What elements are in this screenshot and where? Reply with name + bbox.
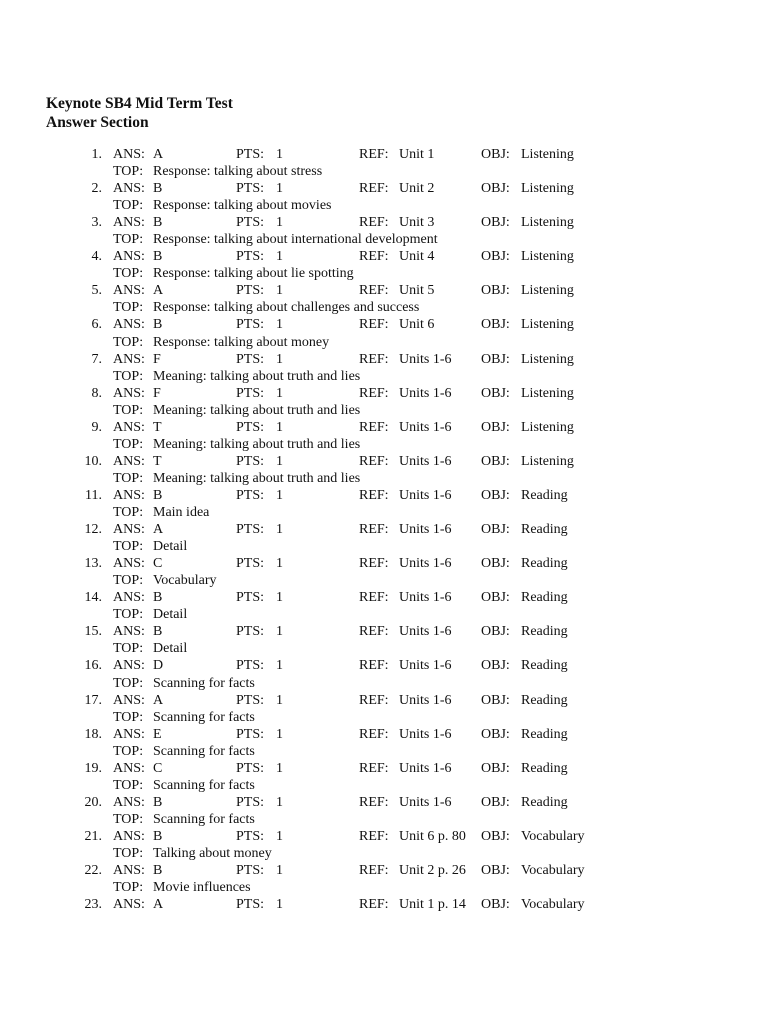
top-label: TOP:: [113, 607, 144, 623]
obj-label: OBJ:: [481, 828, 510, 844]
obj-value: Reading: [521, 794, 568, 810]
answer-number: 3.: [91, 215, 102, 231]
ref-value: Units 1-6: [399, 453, 452, 469]
obj-label: OBJ:: [481, 317, 510, 333]
answer-row: [0, 487, 768, 504]
top-label: TOP:: [113, 164, 144, 180]
top-value: Main idea: [153, 505, 210, 521]
ref-value: Units 1-6: [399, 624, 452, 640]
pts-label: PTS:: [236, 522, 265, 538]
ans-value: F: [153, 385, 161, 401]
obj-value: Vocabulary: [521, 828, 585, 844]
ans-value: T: [153, 453, 162, 469]
pts-value: 1: [276, 317, 283, 333]
answer-number: 17.: [84, 692, 102, 708]
pts-label: PTS:: [236, 897, 265, 913]
ref-label: REF:: [359, 147, 389, 162]
obj-label: OBJ:: [481, 215, 510, 231]
ref-label: REF:: [359, 317, 389, 333]
top-value: Scanning for facts: [153, 675, 255, 691]
ref-value: Unit 1 p. 14: [399, 897, 466, 913]
answer-row: [0, 146, 768, 163]
obj-label: OBJ:: [481, 590, 510, 606]
top-value: Detail: [153, 607, 188, 623]
ans-label: ANS:: [113, 351, 145, 367]
topic-row: [0, 640, 768, 657]
ref-value: Unit 6 p. 80: [399, 828, 466, 844]
pts-value: 1: [276, 215, 283, 231]
ref-value: Units 1-6: [399, 385, 452, 401]
pts-label: PTS:: [236, 181, 265, 197]
ans-value: B: [153, 215, 163, 231]
obj-label: OBJ:: [481, 351, 510, 367]
ref-label: REF:: [359, 453, 389, 469]
topic-row: [0, 606, 768, 623]
ref-label: REF:: [359, 624, 389, 640]
pts-value: 1: [276, 249, 283, 265]
top-label: TOP:: [113, 470, 144, 486]
obj-label: OBJ:: [481, 419, 510, 435]
answer-number: 1.: [91, 147, 102, 162]
ref-label: REF:: [359, 351, 389, 367]
ref-value: Units 1-6: [399, 760, 452, 776]
pts-label: PTS:: [236, 147, 265, 162]
top-label: TOP:: [113, 300, 144, 316]
topic-row: [0, 299, 768, 316]
obj-value: Listening: [521, 385, 574, 401]
answer-number: 9.: [91, 419, 102, 435]
answer-row: [0, 248, 768, 265]
pts-label: PTS:: [236, 828, 265, 844]
obj-label: OBJ:: [481, 794, 510, 810]
ans-label: ANS:: [113, 590, 145, 606]
topic-row: [0, 334, 768, 351]
ans-value: B: [153, 828, 163, 844]
answer-row: [0, 589, 768, 606]
answer-number: 18.: [84, 726, 102, 742]
answer-row: [0, 555, 768, 572]
ref-label: REF:: [359, 385, 389, 401]
top-value: Movie influences: [153, 880, 251, 896]
top-value: Scanning for facts: [153, 811, 255, 827]
top-label: TOP:: [113, 334, 144, 350]
ref-label: REF:: [359, 897, 389, 913]
ans-label: ANS:: [113, 522, 145, 538]
ans-label: ANS:: [113, 624, 145, 640]
pts-label: PTS:: [236, 385, 265, 401]
document-title: Keynote SB4 Mid Term Test: [46, 95, 233, 112]
obj-value: Listening: [521, 215, 574, 231]
ans-label: ANS:: [113, 487, 145, 503]
answer-row: [0, 828, 768, 845]
obj-value: Listening: [521, 249, 574, 265]
top-value: Talking about money: [153, 845, 272, 861]
pts-label: PTS:: [236, 215, 265, 231]
top-value: Response: talking about movies: [153, 198, 332, 214]
pts-value: 1: [276, 828, 283, 844]
topic-row: [0, 538, 768, 555]
obj-label: OBJ:: [481, 897, 510, 913]
ans-value: B: [153, 249, 163, 265]
ans-value: D: [153, 658, 164, 674]
ans-value: B: [153, 590, 163, 606]
ans-value: F: [153, 351, 161, 367]
ref-value: Unit 1: [399, 147, 435, 162]
answer-number: 20.: [84, 794, 102, 810]
ans-label: ANS:: [113, 249, 145, 265]
topic-row: [0, 265, 768, 282]
top-value: Meaning: talking about truth and lies: [153, 402, 361, 418]
ans-value: B: [153, 624, 163, 640]
obj-label: OBJ:: [481, 147, 510, 162]
pts-label: PTS:: [236, 283, 265, 299]
ans-label: ANS:: [113, 147, 145, 162]
ref-label: REF:: [359, 215, 389, 231]
ans-label: ANS:: [113, 215, 145, 231]
topic-row: [0, 572, 768, 589]
topic-row: [0, 777, 768, 794]
pts-label: PTS:: [236, 249, 265, 265]
ans-label: ANS:: [113, 317, 145, 333]
obj-label: OBJ:: [481, 522, 510, 538]
pts-label: PTS:: [236, 692, 265, 708]
answer-row: [0, 453, 768, 470]
ans-value: A: [153, 897, 164, 913]
pts-label: PTS:: [236, 419, 265, 435]
topic-row: [0, 163, 768, 180]
ans-label: ANS:: [113, 658, 145, 674]
top-value: Scanning for facts: [153, 743, 255, 759]
top-value: Response: talking about challenges and success: [153, 300, 420, 316]
pts-label: PTS:: [236, 453, 265, 469]
obj-value: Reading: [521, 760, 568, 776]
ref-label: REF:: [359, 794, 389, 810]
ans-value: C: [153, 760, 163, 776]
ans-label: ANS:: [113, 283, 145, 299]
ref-label: REF:: [359, 181, 389, 197]
ans-value: B: [153, 317, 163, 333]
pts-value: 1: [276, 487, 283, 503]
ref-label: REF:: [359, 658, 389, 674]
ref-label: REF:: [359, 760, 389, 776]
ans-value: C: [153, 556, 163, 572]
top-value: Response: talking about international development: [153, 232, 438, 248]
topic-row: [0, 368, 768, 385]
pts-value: 1: [276, 147, 283, 162]
ref-label: REF:: [359, 249, 389, 265]
obj-label: OBJ:: [481, 385, 510, 401]
top-label: TOP:: [113, 368, 144, 384]
ans-label: ANS:: [113, 897, 145, 913]
top-label: TOP:: [113, 266, 144, 282]
answer-row: [0, 180, 768, 197]
ans-label: ANS:: [113, 726, 145, 742]
pts-label: PTS:: [236, 351, 265, 367]
ref-value: Unit 5: [399, 283, 435, 299]
top-label: TOP:: [113, 436, 144, 452]
ans-label: ANS:: [113, 453, 145, 469]
section-title: Answer Section: [46, 114, 149, 131]
ref-value: Unit 6: [399, 317, 435, 333]
top-label: TOP:: [113, 777, 144, 793]
pts-label: PTS:: [236, 760, 265, 776]
top-label: TOP:: [113, 845, 144, 861]
answer-list: [0, 146, 768, 913]
obj-value: Reading: [521, 658, 568, 674]
obj-value: Reading: [521, 522, 568, 538]
answer-row: [0, 657, 768, 674]
obj-value: Listening: [521, 283, 574, 299]
ans-label: ANS:: [113, 692, 145, 708]
obj-value: Listening: [521, 351, 574, 367]
pts-value: 1: [276, 283, 283, 299]
obj-value: Listening: [521, 317, 574, 333]
ref-value: Unit 4: [399, 249, 435, 265]
ref-label: REF:: [359, 522, 389, 538]
pts-value: 1: [276, 556, 283, 572]
obj-label: OBJ:: [481, 658, 510, 674]
top-value: Detail: [153, 641, 188, 657]
top-value: Meaning: talking about truth and lies: [153, 436, 361, 452]
pts-value: 1: [276, 760, 283, 776]
top-value: Meaning: talking about truth and lies: [153, 368, 361, 384]
ans-label: ANS:: [113, 181, 145, 197]
ans-value: A: [153, 147, 164, 162]
top-label: TOP:: [113, 198, 144, 214]
ans-value: B: [153, 794, 163, 810]
pts-value: 1: [276, 692, 283, 708]
ans-value: T: [153, 419, 162, 435]
obj-label: OBJ:: [481, 249, 510, 265]
obj-label: OBJ:: [481, 487, 510, 503]
pts-value: 1: [276, 794, 283, 810]
topic-row: [0, 197, 768, 214]
obj-label: OBJ:: [481, 692, 510, 708]
top-label: TOP:: [113, 675, 144, 691]
obj-label: OBJ:: [481, 726, 510, 742]
pts-label: PTS:: [236, 726, 265, 742]
obj-value: Reading: [521, 726, 568, 742]
answer-row: [0, 214, 768, 231]
pts-label: PTS:: [236, 317, 265, 333]
topic-row: [0, 743, 768, 760]
pts-value: 1: [276, 624, 283, 640]
answer-number: 21.: [84, 828, 102, 844]
top-label: TOP:: [113, 880, 144, 896]
topic-row: [0, 845, 768, 862]
pts-value: 1: [276, 453, 283, 469]
topic-row: [0, 879, 768, 896]
obj-label: OBJ:: [481, 453, 510, 469]
answer-number: 4.: [91, 249, 102, 265]
answer-row: [0, 282, 768, 299]
pts-label: PTS:: [236, 590, 265, 606]
pts-value: 1: [276, 351, 283, 367]
obj-value: Vocabulary: [521, 862, 585, 878]
ans-value: A: [153, 522, 164, 538]
ref-label: REF:: [359, 828, 389, 844]
pts-label: PTS:: [236, 624, 265, 640]
answer-number: 14.: [84, 590, 102, 606]
ref-value: Units 1-6: [399, 692, 452, 708]
top-value: Scanning for facts: [153, 777, 255, 793]
answer-row: [0, 692, 768, 709]
ans-label: ANS:: [113, 828, 145, 844]
answer-number: 22.: [84, 862, 102, 878]
obj-value: Vocabulary: [521, 897, 585, 913]
pts-label: PTS:: [236, 487, 265, 503]
topic-row: [0, 231, 768, 248]
answer-number: 15.: [84, 624, 102, 640]
ref-value: Units 1-6: [399, 726, 452, 742]
answer-number: 8.: [91, 385, 102, 401]
answer-number: 16.: [84, 658, 102, 674]
answer-number: 19.: [84, 760, 102, 776]
ref-label: REF:: [359, 862, 389, 878]
answer-row: [0, 623, 768, 640]
topic-row: [0, 470, 768, 487]
ans-label: ANS:: [113, 794, 145, 810]
pts-value: 1: [276, 522, 283, 538]
pts-value: 1: [276, 658, 283, 674]
answer-row: [0, 862, 768, 879]
ref-label: REF:: [359, 487, 389, 503]
top-value: Meaning: talking about truth and lies: [153, 470, 361, 486]
obj-value: Listening: [521, 419, 574, 435]
answer-row: [0, 316, 768, 333]
ans-value: B: [153, 862, 163, 878]
top-value: Scanning for facts: [153, 709, 255, 725]
answer-number: 11.: [85, 487, 102, 503]
answer-number: 2.: [91, 181, 102, 197]
ref-label: REF:: [359, 419, 389, 435]
answer-row: [0, 419, 768, 436]
top-label: TOP:: [113, 811, 144, 827]
answer-number: 13.: [84, 556, 102, 572]
answer-row: [0, 760, 768, 777]
ref-value: Units 1-6: [399, 522, 452, 538]
obj-value: Reading: [521, 590, 568, 606]
obj-label: OBJ:: [481, 862, 510, 878]
answer-row: [0, 794, 768, 811]
ans-value: A: [153, 283, 164, 299]
ref-label: REF:: [359, 283, 389, 299]
obj-value: Reading: [521, 692, 568, 708]
top-value: Vocabulary: [153, 573, 217, 589]
ref-value: Unit 2 p. 26: [399, 862, 466, 878]
ans-label: ANS:: [113, 760, 145, 776]
obj-value: Reading: [521, 487, 568, 503]
obj-label: OBJ:: [481, 283, 510, 299]
answer-row: [0, 351, 768, 368]
topic-row: [0, 709, 768, 726]
ans-value: B: [153, 487, 163, 503]
pts-value: 1: [276, 590, 283, 606]
ref-label: REF:: [359, 556, 389, 572]
top-label: TOP:: [113, 402, 144, 418]
pts-value: 1: [276, 897, 283, 913]
top-value: Response: talking about lie spotting: [153, 266, 354, 282]
ref-value: Unit 3: [399, 215, 435, 231]
ref-value: Units 1-6: [399, 658, 452, 674]
topic-row: [0, 436, 768, 453]
ref-label: REF:: [359, 590, 389, 606]
ans-label: ANS:: [113, 862, 145, 878]
obj-label: OBJ:: [481, 760, 510, 776]
ref-value: Units 1-6: [399, 590, 452, 606]
obj-label: OBJ:: [481, 624, 510, 640]
top-label: TOP:: [113, 709, 144, 725]
obj-value: Reading: [521, 556, 568, 572]
answer-number: 5.: [91, 283, 102, 299]
obj-label: OBJ:: [481, 556, 510, 572]
top-label: TOP:: [113, 573, 144, 589]
answer-row: [0, 521, 768, 538]
ref-value: Units 1-6: [399, 487, 452, 503]
pts-label: PTS:: [236, 794, 265, 810]
pts-label: PTS:: [236, 556, 265, 572]
topic-row: [0, 675, 768, 692]
top-label: TOP:: [113, 505, 144, 521]
pts-value: 1: [276, 181, 283, 197]
answer-number: 23.: [84, 897, 102, 913]
ans-label: ANS:: [113, 556, 145, 572]
answer-number: 10.: [84, 453, 102, 469]
top-label: TOP:: [113, 232, 144, 248]
topic-row: [0, 402, 768, 419]
pts-value: 1: [276, 419, 283, 435]
obj-value: Listening: [521, 453, 574, 469]
top-label: TOP:: [113, 539, 144, 555]
pts-value: 1: [276, 385, 283, 401]
topic-row: [0, 504, 768, 521]
ref-value: Units 1-6: [399, 556, 452, 572]
pts-value: 1: [276, 862, 283, 878]
ref-label: REF:: [359, 726, 389, 742]
obj-label: OBJ:: [481, 181, 510, 197]
ref-value: Units 1-6: [399, 419, 452, 435]
top-label: TOP:: [113, 641, 144, 657]
ref-value: Unit 2: [399, 181, 435, 197]
ref-label: REF:: [359, 692, 389, 708]
ans-value: B: [153, 181, 163, 197]
ans-label: ANS:: [113, 385, 145, 401]
top-value: Detail: [153, 539, 188, 555]
answer-number: 7.: [91, 351, 102, 367]
ans-value: E: [153, 726, 162, 742]
answer-number: 12.: [84, 522, 102, 538]
top-value: Response: talking about stress: [153, 164, 323, 180]
ref-value: Units 1-6: [399, 351, 452, 367]
answer-row: [0, 896, 768, 913]
top-label: TOP:: [113, 743, 144, 759]
pts-value: 1: [276, 726, 283, 742]
ans-value: A: [153, 692, 164, 708]
top-value: Response: talking about money: [153, 334, 330, 350]
obj-value: Listening: [521, 181, 574, 197]
obj-value: Reading: [521, 624, 568, 640]
topic-row: [0, 811, 768, 828]
answer-row: [0, 726, 768, 743]
answer-row: [0, 385, 768, 402]
ref-value: Units 1-6: [399, 794, 452, 810]
pts-label: PTS:: [236, 658, 265, 674]
answer-number: 6.: [91, 317, 102, 333]
pts-label: PTS:: [236, 862, 265, 878]
ans-label: ANS:: [113, 419, 145, 435]
obj-value: Listening: [521, 147, 574, 162]
